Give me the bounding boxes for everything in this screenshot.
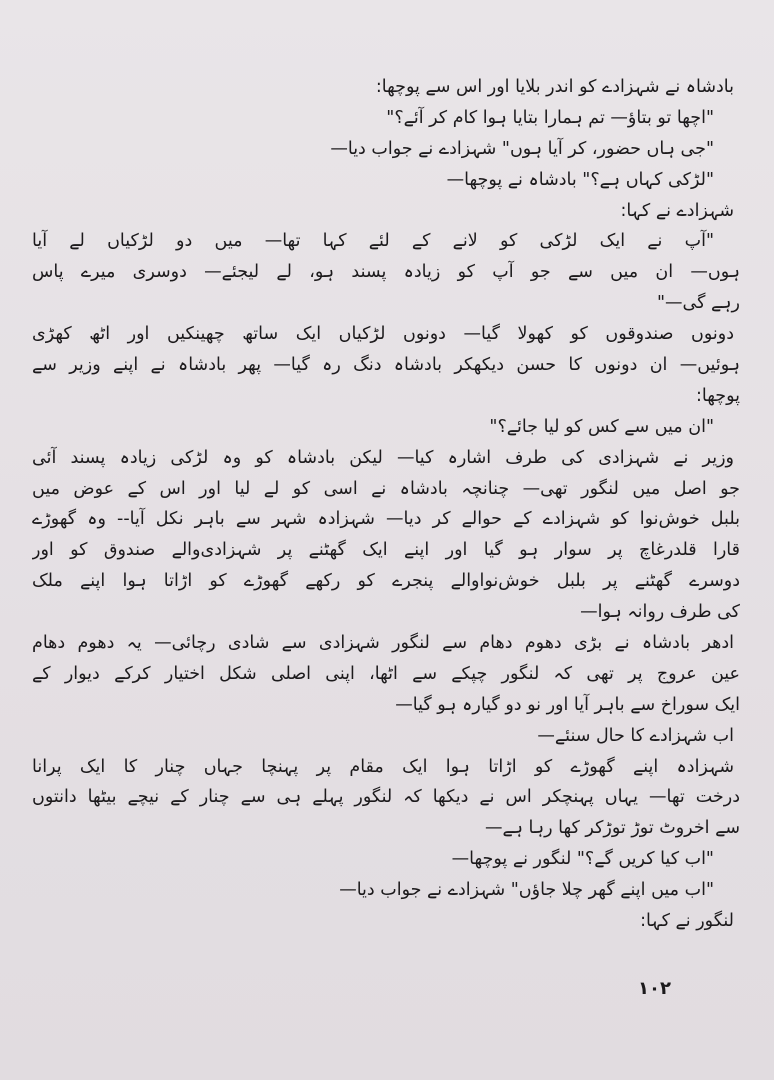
- text-line: رہے گی—": [657, 293, 740, 314]
- text-line: "اب کیا کریں گے؟" لنگور نے پوچھا—: [451, 849, 714, 870]
- page-body-text: [32, 72, 740, 937]
- text-line: ہوں— ان میں سے جو آپ کو زیادہ پسند ہو، لے لیجئے— دوسری میرے پاس: [32, 262, 740, 283]
- text-line: شہزادہ اپنے گھوڑے کو اڑاتا ہوا ایک مقام پر پہنچا جہاں چنار کا ایک پرانا: [32, 756, 734, 777]
- text-line: ہوئیں— ان دونوں کا حسن دیکھکر بادشاہ دنگ رہ گیا— پھر بادشاہ نے اپنے وزیر سے: [32, 355, 740, 376]
- text-line: ایک سوراخ سے باہر آیا اور نو دو گیارہ ہو گیا—: [395, 694, 740, 715]
- text-line: درخت تھا— یہاں پہنچکر اس نے دیکھا کہ لنگور پہلے ہی سے چنار کے نیچے بیٹھا دانتوں: [32, 787, 740, 808]
- text-line: اب شہزادے کا حال سنئے—: [537, 725, 734, 746]
- text-line: "لڑکی کہاں ہے؟" بادشاہ نے پوچھا—: [446, 169, 714, 190]
- text-line: "اچھا تو بتاؤ— تم ہمارا بتایا ہوا کام کر آئے؟": [386, 107, 714, 128]
- text-line: پوچھا:: [695, 385, 740, 406]
- text-line: ادھر بادشاہ نے بڑی دھوم دھام سے لنگور شہزادی سے شادی رچائی— یہ دھوم دھام: [32, 633, 734, 654]
- text-line: "ان میں سے کس کو لیا جائے؟": [489, 416, 714, 437]
- text-line: دونوں صندوقوں کو کھولا گیا— دونوں لڑکیاں ایک ساتھ چھینکیں اور اٹھ کھڑی: [32, 324, 734, 345]
- text-line: بادشاہ نے شہزادے کو اندر بلایا اور اس سے پوچھا:: [375, 77, 734, 97]
- page-number: ۱۰۲: [638, 978, 671, 999]
- text-line: "اب میں اپنے گھر چلا جاؤں" شہزادے نے جواب دیا—: [339, 880, 714, 901]
- text-line: عین عروج پر تھی کہ لنگور چپکے سے اٹھا، اپنی اصلی شکل اختیار کرکے دیوار کے: [32, 663, 740, 684]
- text-line: کی طرف روانہ ہوا—: [580, 602, 740, 623]
- text-line: شہزادے نے کہا:: [620, 200, 734, 221]
- text-line: قارا قلدرغاچ پر سوار ہو گیا اور اپنے ایک گھٹنے پر شہزادی‌والے صندوق کو اور: [32, 540, 740, 561]
- text-line: دوسرے گھٹنے پر بلبل خوش‌نواوالے پنجرے کو رکھے گھوڑے کو اڑاتا ہوا اپنے ملک: [32, 571, 740, 592]
- text-line: سے اخروٹ توڑ توڑکر کھا رہا ہے—: [484, 818, 740, 839]
- text-line: جو اصل میں لنگور تھی— چنانچہ بادشاہ نے اسی کو لے لیا اور اس کے عوض میں: [32, 478, 740, 499]
- text-line: "آپ نے ایک لڑکی کو لانے کے لئے کہا تھا— میں دو لڑکیاں لے آیا: [32, 231, 714, 252]
- text-line: لنگور نے کہا:: [640, 911, 734, 932]
- text-line: وزیر نے شہزادی کی طرف اشارہ کیا— لیکن بادشاہ کو وہ لڑکی زیادہ پسند آئی: [32, 447, 734, 468]
- text-line: "جی ہاں حضور، کر آیا ہوں" شہزادے نے جواب دیا—: [330, 138, 714, 159]
- text-line: بلبل خوش‌نوا کو شہزادے کے حوالے کر دیا— شہزادہ شہر سے باہر نکل آیا-- وہ گھوڑے: [32, 509, 740, 530]
